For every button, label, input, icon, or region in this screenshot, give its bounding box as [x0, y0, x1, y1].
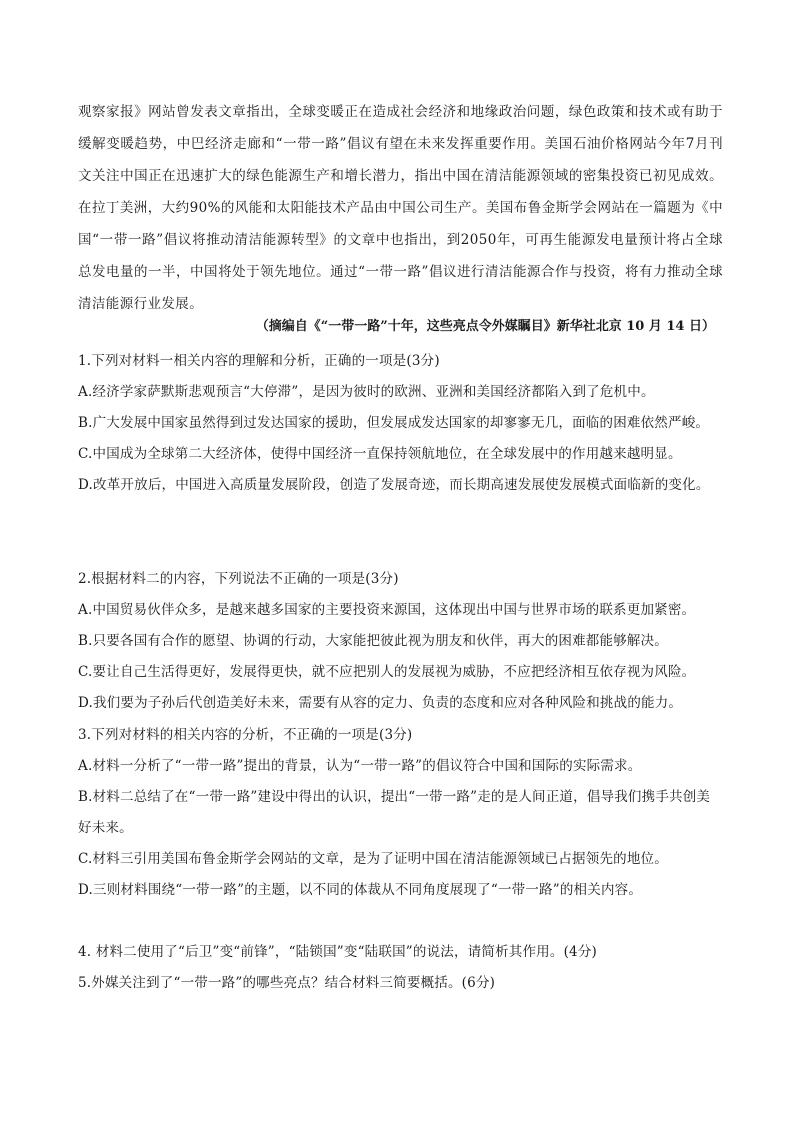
material-three-passage: 观察家报》网站曾发表文章指出，全球变暖正在造成社会经济和地缘政治问题，绿色政策和技术或有助于缓解变暖趋势，中巴经济走廊和“一带一路”倡议有望在未来发挥重要作用。美国石油价格网站今年7月刊文关注中国正在迅速扩大的绿色能源生产和增长潜力，指出中国在清洁能源领域的密集投资已初见成效。在拉丁美洲，大约90%的风能和太阳能技术产品由中国公司生产。美国布鲁金斯学会网站在一篇题为《中国“一带一路”倡议将推动清洁能源转型》的文章中也指出，到2050年，可再生能源发电量预计将占全球总发电量的一半，中国将处于领先地位。通过“一带一路”倡议进行清洁能源合作与投资，将有力推动全球清洁能源行业发展。: [78, 104, 723, 312]
question-3-option-c: C.材料三引用美国布鲁金斯学会网站的文章，是为了证明中国在清洁能源领域已占据领先的地位。: [78, 851, 668, 867]
question-3-option-d: D.三则材料围绕“一带一路”的主题，以不同的体裁从不同角度展现了“一带一路”的相关内容。: [78, 882, 643, 898]
question-2-stem: 2.根据材料二的内容，下列说法不正确的一项是(3分): [78, 571, 399, 587]
question-2-option-b: B.只要各国有合作的愿望、协调的行动，大家能把彼此视为朋友和伙伴，再大的困难都能够解决。: [78, 633, 669, 649]
question-2-option-a: A.中国贸易伙伴众多，是越来越多国家的主要投资来源国，这体现出中国与世界市场的联系更加紧密。: [78, 602, 696, 618]
question-2-option-c: C.要让自己生活得更好，发展得更快，就不应把别人的发展视为威胁，不应把经济相互依存视为风险。: [78, 664, 696, 680]
question-4: [78, 937, 723, 968]
question-1-option-d: D.改革开放后，中国进入高质量发展阶段，创造了发展奇迹，而长期高速发展使发展模式面临新的变化。: [78, 477, 710, 493]
question-5-stem: 5.外媒关注到了“一带一路”的哪些亮点？结合材料三简要概括。(6分): [78, 975, 496, 991]
question-4-stem: 4. 材料二使用了“后卫”变“前锋”，“陆锁国”变“陆联国”的说法，请简析其作用。(4分): [78, 944, 598, 960]
question-1-option-c: C.中国成为全球第二大经济体，使得中国经济一直保持领航地位，在全球发展中的作用越来越明显。: [78, 446, 682, 462]
question-3-option-b: B.材料二总结了在“一带一路”建设中得出的认识，提出“一带一路”走的是人间正道，倡导我们携手共创美好未来。: [78, 789, 711, 836]
question-1: [78, 346, 723, 501]
passage-source: （摘编自《“一带一路”十年，这些亮点令外媒瞩目》新华社北京 10 月 14 日）: [255, 319, 715, 334]
question-3-stem: 3.下列对材料的相关内容的分析，不正确的一项是(3分): [78, 727, 413, 743]
question-1-stem: 1.下列对材料一相关内容的理解和分析，正确的一项是(3分): [78, 353, 440, 369]
question-1-option-b: B.广大发展中国家虽然得到过发达国家的援助，但发展成发达国家的却寥寥无几，面临的困难依然严峻。: [78, 415, 710, 431]
question-3-option-a: A.材料一分析了“一带一路”提出的背景，认为“一带一路”的倡议符合中国和国际的实际需求。: [78, 758, 642, 774]
question-3: [78, 720, 723, 906]
question-1-option-a: A.经济学家萨默斯悲观预言“大停滞”，是因为彼时的欧洲、亚洲和美国经济都陷入到了危机中。: [78, 384, 655, 400]
question-5: [78, 968, 723, 999]
question-2: [78, 564, 723, 719]
question-2-option-d: D.我们要为子孙后代创造美好未来，需要有从容的定力、负责的态度和应对各种风险和挑战的能力。: [78, 695, 683, 711]
